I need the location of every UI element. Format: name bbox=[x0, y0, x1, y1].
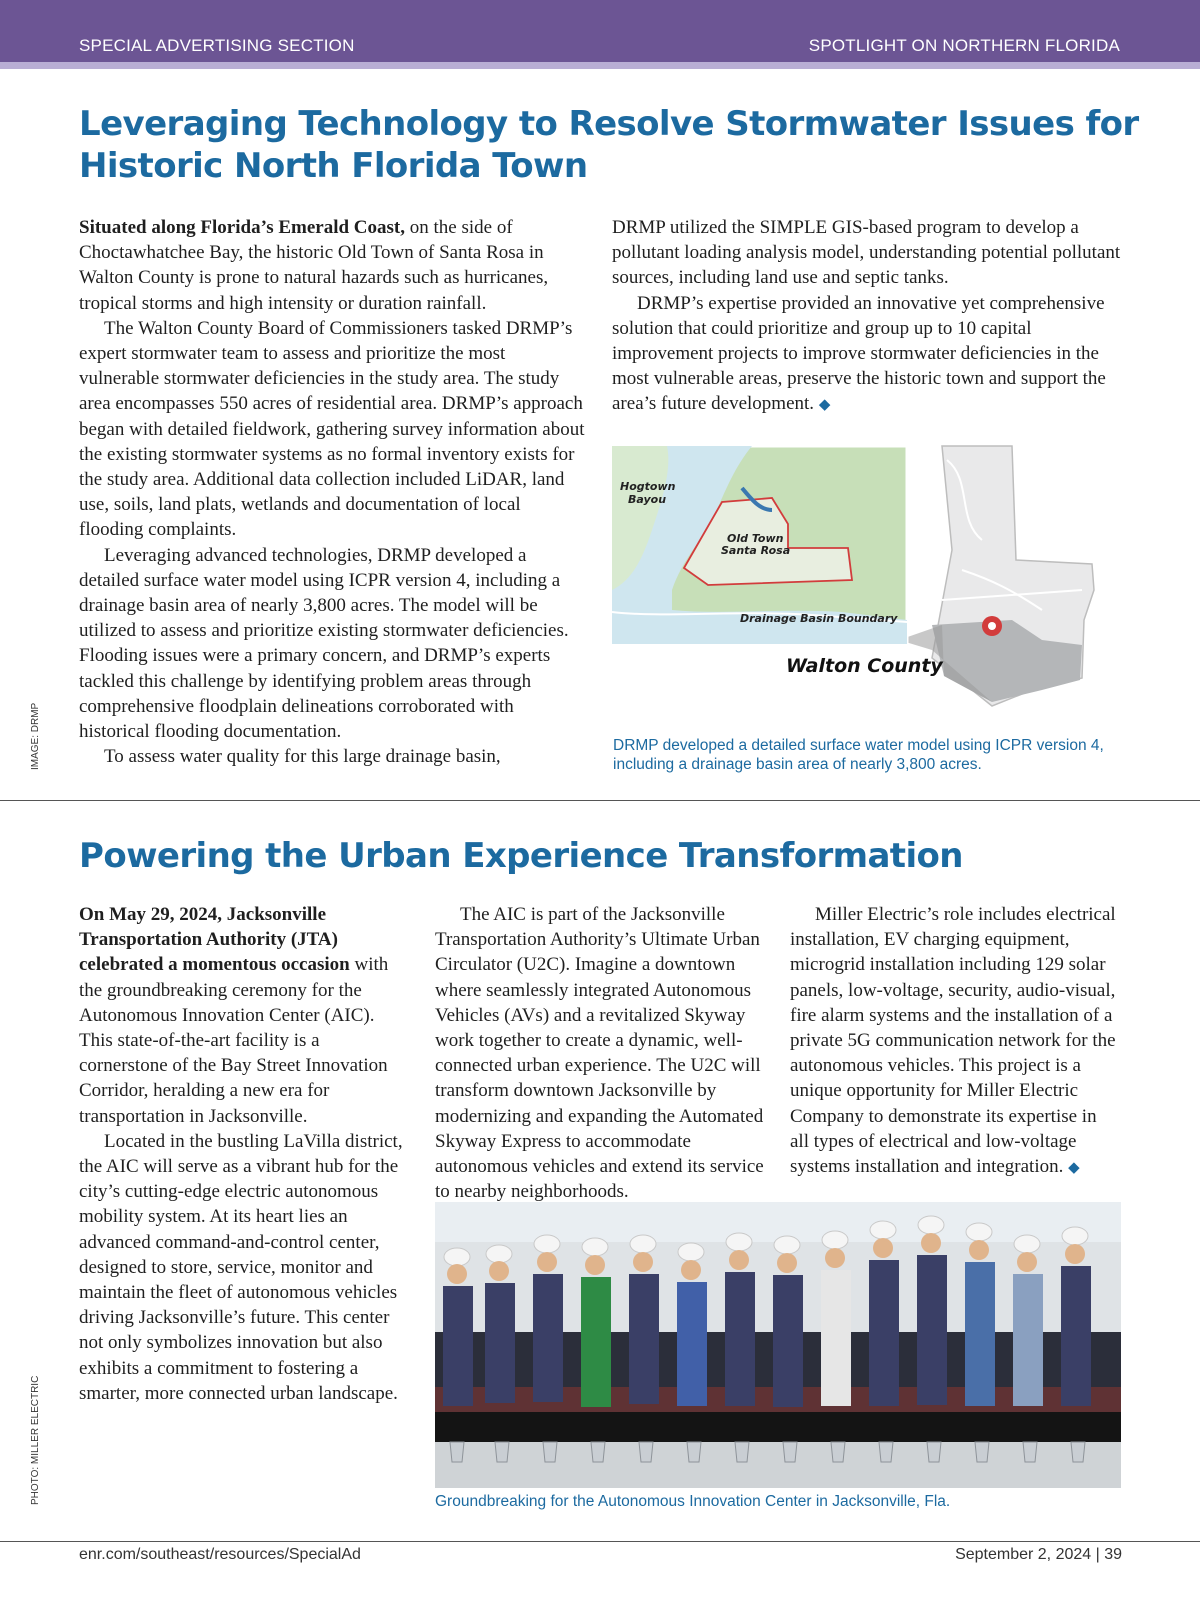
ground bbox=[435, 1442, 1121, 1488]
article2-title: Powering the Urban Experience Transformation bbox=[79, 836, 963, 876]
article2-paragraph-3: The AIC is part of the Jacksonville Transportation Authority’s Ultimate Urban Circulator (U2C). Imagine a downtown where seamlessly integrated Autonomous Vehicles (AVs) and a revitalized Skyway work together to create a dynamic, well-connected urban experience. The U2C will transform downtown Jacksonville by modernizing and expanding the Automated Skyway Express to accommodate autonomous vehicles and extend its service to nearby neighborhoods. bbox=[435, 904, 764, 1203]
footer-rule bbox=[0, 1541, 1200, 1542]
section-header-bar bbox=[0, 0, 1200, 62]
article2-paragraph-1 bbox=[79, 902, 405, 1129]
map-label-bayou: Bayou bbox=[628, 493, 667, 506]
article1-image-credit: IMAGE: DRMP bbox=[30, 702, 41, 770]
article2-column-3 bbox=[790, 902, 1120, 1181]
footer-date-page: September 2, 2024 | 39 bbox=[955, 1546, 1122, 1563]
article2-p4-text: Miller Electric’s role includes electrical installation, EV charging equipment, microgrid installation including 129 solar panels, low-voltage, security, audio-visual, fire alarm systems and the installation of a private 5G communication network for the autonomous vehicles. This project is a unique opportunity for Miller Electric Company to demonstrate its expertise in all types of electrical and low-voltage systems installation and integration. bbox=[790, 904, 1116, 1178]
article2-column-1 bbox=[79, 902, 405, 1406]
article1-p1-text: on the side of Choctawhatchee Bay, the historic Old Town of Santa Rosa in Walton County is prone to natural hazards such as hurricanes, tropical storms and high intensity or duration rainfall. bbox=[79, 217, 549, 314]
article1-paragraph-4: To assess water quality for this large drainage basin, bbox=[104, 746, 501, 768]
article2-lead: On May 29, 2024, Jacksonville Transportation Authority (JTA) celebrated a momentous occasion bbox=[79, 904, 350, 976]
walton-county-map bbox=[612, 440, 1132, 718]
article1-paragraph-6 bbox=[612, 291, 1124, 419]
groundbreaking-photo bbox=[435, 1202, 1121, 1488]
article1-paragraph-5: DRMP utilized the SIMPLE GIS-based program to develop a pollutant loading analysis model, understanding potential pollutant sources, including land use and septic tanks. bbox=[612, 217, 1121, 289]
article2-paragraph-4 bbox=[790, 902, 1120, 1181]
location-pin-center bbox=[988, 622, 996, 630]
article1-p6-text: DRMP’s expertise provided an innovative yet comprehensive solution that could prioritize and group up to 10 capital improvement projects to improve stormwater deficiencies in the most vulnerable areas, preserve the historic town and support the area’s future development. bbox=[612, 292, 1106, 415]
article2-column-2 bbox=[435, 902, 765, 1204]
article1-paragraph-3: Leveraging advanced technologies, DRMP developed a detailed surface water model using ICPR version 4, including a drainage basin area of nearly 3,800 acres. The model will be utilized to assess and prioritize existing stormwater deficiencies. Flooding issues were a primary concern, and DRMP’s experts tackled this challenge by identifying problem areas through comprehensive floodplain delineations corroborated with historical flooding documentation. bbox=[79, 544, 569, 743]
article1-lead: Situated along Florida’s Emerald Coast, bbox=[79, 217, 405, 238]
article2-photo-caption: Groundbreaking for the Autonomous Innovation Center in Jacksonville, Fla. bbox=[435, 1493, 951, 1510]
footer-url: enr.com/southeast/resources/SpecialAd bbox=[79, 1546, 361, 1563]
article1-column-2 bbox=[612, 215, 1124, 419]
article1-column-1 bbox=[79, 215, 587, 769]
article2-photo-credit: PHOTO: MILLER ELECTRIC bbox=[30, 1375, 41, 1505]
map-graphic bbox=[612, 440, 1132, 718]
article1-paragraph-2: The Walton County Board of Commissioners tasked DRMP’s expert stormwater team to assess and prioritize the most vulnerable stormwater deficiencies in the study area. The study area encompasses 550 acres of residential area. DRMP’s approach began with detailed fieldwork, gathering survey information about the existing stormwater systems as no formal inventory exists for the study area. Additional data collection included LiDAR, land use, soils, land plats, wetlands and documentation of local flooding complaints. bbox=[79, 317, 585, 541]
photo-graphic bbox=[435, 1202, 1121, 1488]
map-label-santarosa: Santa Rosa bbox=[721, 544, 791, 557]
article1-figure-caption: DRMP developed a detailed surface water model using ICPR version 4, including a drainage basin area of nearly 3,800 acres. bbox=[613, 737, 1104, 773]
stage-rail bbox=[435, 1412, 1121, 1442]
header-accent-line bbox=[0, 62, 1200, 69]
map-label-hogtown: Hogtown bbox=[620, 480, 676, 493]
article1-title-line2: Historic North Florida Town bbox=[79, 146, 588, 186]
article2-p1-text: with the groundbreaking ceremony for the Autonomous Innovation Center (AIC). This state-of-the-art facility is a cornerstone of the Bay Street Innovation Corridor, heralding a new era for transportation in Jacksonville. bbox=[79, 954, 389, 1127]
section-label: SPECIAL ADVERTISING SECTION bbox=[79, 36, 355, 55]
map-label-oldtown: Old Town bbox=[727, 532, 784, 545]
end-mark-icon: ◆ bbox=[1068, 1160, 1080, 1177]
map-label-basin: Drainage Basin Boundary bbox=[740, 612, 898, 625]
spotlight-label: SPOTLIGHT ON NORTHERN FLORIDA bbox=[808, 36, 1120, 55]
article-divider bbox=[0, 800, 1200, 801]
article1-title-line1: Leveraging Technology to Resolve Stormwater Issues for bbox=[79, 104, 1139, 144]
map-label-county: Walton County bbox=[786, 655, 943, 677]
article2-paragraph-2: Located in the bustling LaVilla district, the AIC will serve as a vibrant hub for the city’s cutting-edge electric autonomous mobility system. At its heart lies an advanced command-and-control center, designed to store, service, monitor and maintain the fleet of autonomous vehicles driving Jacksonville’s future. This center not only symbolizes innovation but also exhibits a commitment to fostering a smarter, more connected urban landscape. bbox=[79, 1130, 403, 1404]
end-mark-icon: ◆ bbox=[818, 397, 831, 414]
article1-title bbox=[79, 103, 1139, 187]
article1-paragraph-1 bbox=[79, 215, 587, 316]
